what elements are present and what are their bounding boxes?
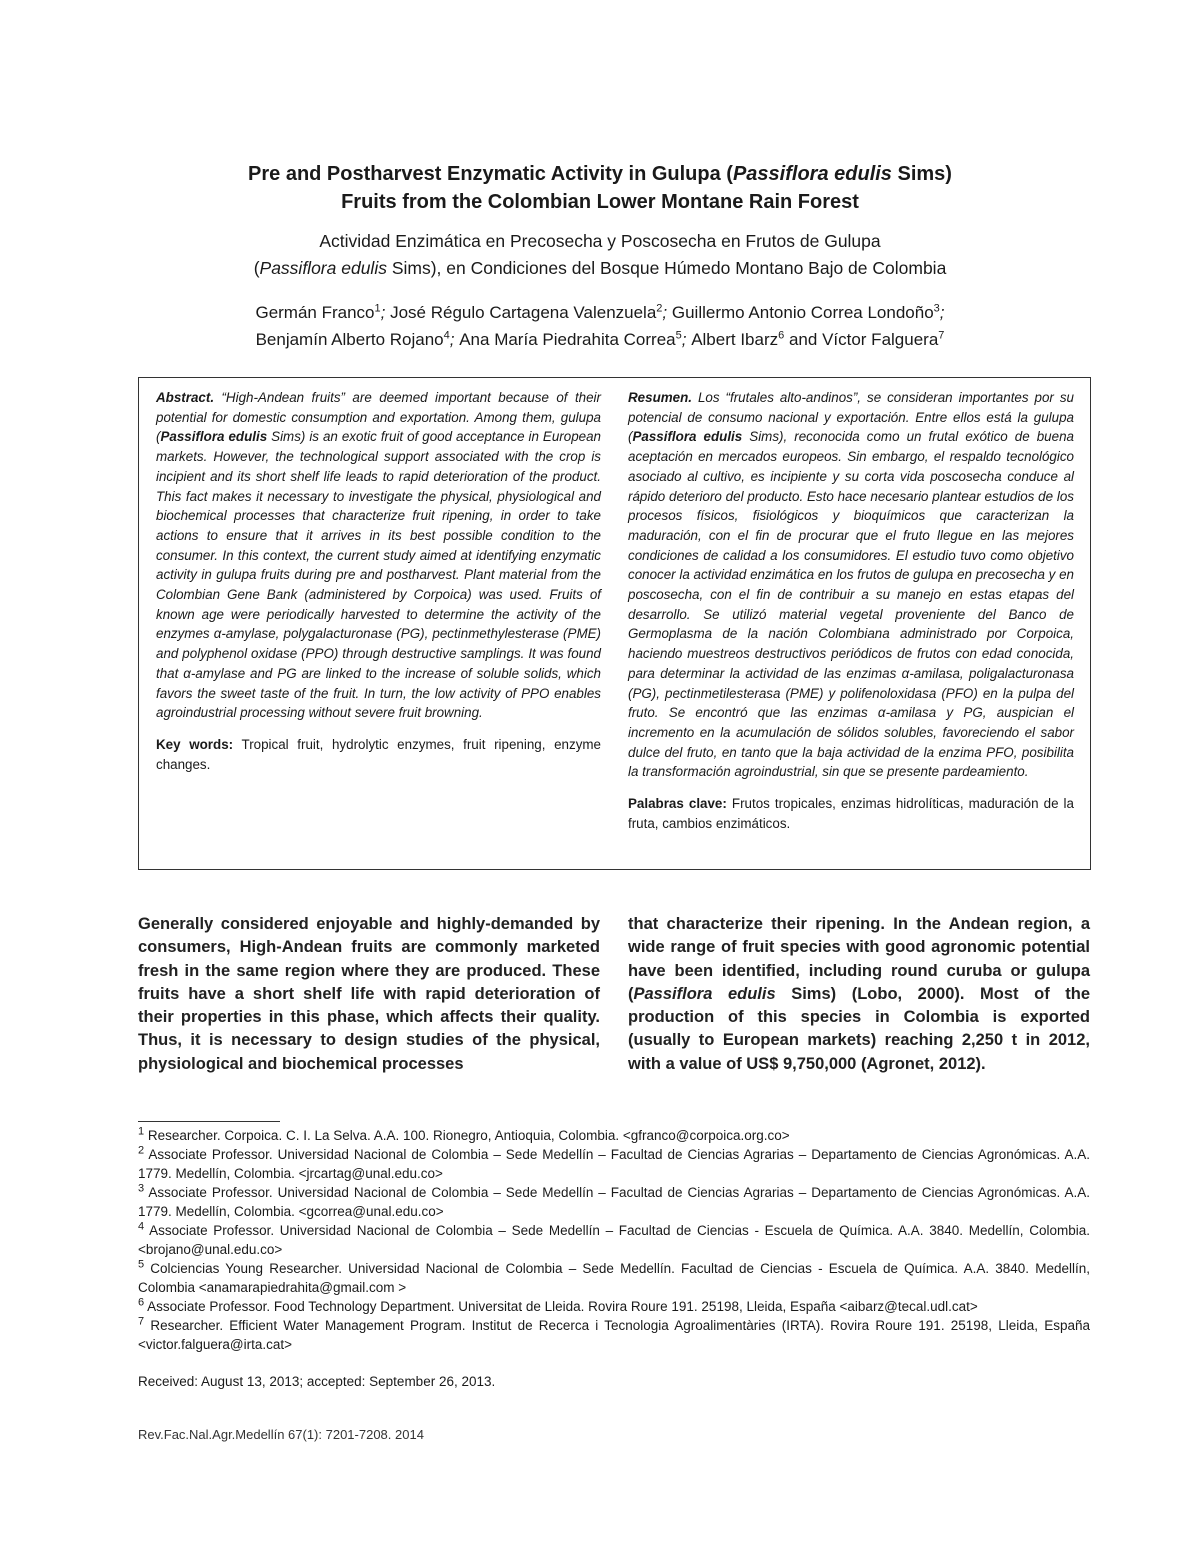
author: Albert Ibarz xyxy=(691,330,779,349)
paper-title-spanish xyxy=(120,228,1080,282)
footnote-text: Researcher. Corpoica. C. I. La Selva. A.A. 100. Rionegro, Antioquia, Colombia. <gfranco@corpoica.org.co> xyxy=(144,1128,790,1143)
palabras-clave-text: Frutos tropicales, enzimas hidrolíticas, maduración de la fruta, cambios enzimáticos. xyxy=(628,796,1074,831)
author-affiliation-mark: 4 xyxy=(443,329,450,342)
palabras-clave-label: Palabras clave: xyxy=(628,796,727,812)
keywords-text: Tropical fruit, hydrolytic enzymes, fruit ripening, enzyme changes. xyxy=(156,736,601,772)
footnote-text: Associate Professor. Food Technology Department. Universitat de Lleida. Rovira Roure 191. 25198, Lleida, España <aibarz@tecal.udl.cat> xyxy=(144,1299,978,1314)
author-affiliation-mark: 3 xyxy=(933,302,940,315)
author-separator: ; xyxy=(380,303,391,322)
resumen-species: Passiflora edulis xyxy=(632,429,743,445)
title-block xyxy=(120,160,1080,353)
body-text-b: Sims) (Lobo, 2000). Most of the production of this species in Colombia is exported (usually to European markets) reaching 2,250 t in 2012, with a value of US$ 9,750,000 (Agronet, 2012). xyxy=(628,984,1091,1073)
abstract-species: Passiflora edulis xyxy=(160,429,268,445)
received-date: Received: August 13, 2013; accepted: September 26, 2013. xyxy=(138,1374,496,1389)
title-es-line2-suffix: Sims), en Condiciones del Bosque Húmedo Montano Bajo de Colombia xyxy=(386,258,947,278)
author: Germán Franco xyxy=(255,303,375,322)
footnote-text: Associate Professor. Universidad Nacional de Colombia – Sede Medellín – Facultad de Ciencias Agrarias – Departamento de Ciencias Agronómicas. A.A. 1779. Medellín, Colombia. <jrcartag@unal.edu.co> xyxy=(138,1147,1090,1181)
author: Ana María Piedrahita Correa xyxy=(459,330,676,349)
footnote-mark: 3 xyxy=(138,1182,145,1195)
journal-citation: Rev.Fac.Nal.Agr.Medellín 67(1): 7201-7208. 2014 xyxy=(138,1427,424,1442)
resumen-text-b: Sims), reconocida como un frutal exótico de buena aceptación en mercados europeos. Sin embargo, el respaldo tecnológico asociado al cultivo, es incipiente y su corta vida poscosecha conduce al rápido deterioro del producto. Esto hace necesario plantear estudios de los procesos físicos, fisiológicos y bioquímicos que caracterizan la maduración, con el fin de procurar que el fruto llegue en las mejores condiciones de calidad a los consumidores. El estudio tuvo como objetivo conocer la actividad enzimática en los frutos de gulupa en precosecha y en poscosecha, con el fin de contribuir a su manejo en estas etapas del desarrollo. Se utilizó material vegetal proveniente del Banco de Germoplasma de la nación Colombiana administrado por Corpoica, haciendo muestreos destructivos periódicos de frutos con edad conocida, para determinar la actividad de las enzimas α-amilasa, poligalacturonasa (PG), pectinmetilesterasa (PME) y polifenoloxidasa (PFO) en la pulpa del fruto. Se encontró que las enzimas α-amilasa y PG, auspician el incremento en la acumulación de sólidos solubles, favoreciendo el sabor dulce del fruto, en tanto que la baja actividad de la enzima PFO, posibilita la transformación agroindustrial, sin que se presente pardeamiento. xyxy=(628,429,1074,780)
title-es-line2-prefix: ( xyxy=(253,258,260,278)
abstract-label: Abstract. xyxy=(156,390,215,405)
author: Benjamín Alberto Rojano xyxy=(255,330,444,349)
footnote xyxy=(138,1145,1090,1183)
resumen-text-a: Los “frutales alto-andinos”, se consideran importantes por su potencial de consumo nacional y exportación. Entre ellos está la gulupa ( xyxy=(628,390,1074,445)
footnote-text: Colciencias Young Researcher. Universidad Nacional de Colombia – Sede Medellín. Facultad de Ciencias - Escuela de Química. A.A. 3840. Medellín, Colombia <anamarapiedrahita@gmail.com > xyxy=(138,1261,1090,1295)
author-affiliation-mark: 1 xyxy=(374,302,381,315)
resumen-paragraph xyxy=(628,388,1074,782)
footnotes xyxy=(138,1126,1090,1354)
author: Víctor Falguera xyxy=(822,330,939,349)
body-paragraph: Generally considered enjoyable and highly-demanded by consumers, High-Andean fruits are commonly marketed fresh in the same region where they are produced. These fruits have a short shelf life with rapid deterioration of their properties in this phase, which affects their quality. Thus, it is necessary to design studies of the physical, physiological and biochemical processes xyxy=(138,915,600,1073)
author-list xyxy=(120,299,1080,353)
resumen-label: Resumen. xyxy=(628,390,692,405)
keywords-label: Key words: xyxy=(156,736,234,752)
author-affiliation-mark: 7 xyxy=(938,329,945,342)
author-separator: ; xyxy=(939,303,945,322)
footnote xyxy=(138,1126,1090,1145)
footnote-mark: 7 xyxy=(138,1315,145,1328)
author-separator: ; xyxy=(662,303,672,322)
footnote-divider xyxy=(138,1121,280,1122)
author-separator: ; xyxy=(681,330,692,349)
footnote-text: Associate Professor. Universidad Nacional de Colombia – Sede Medellín – Facultad de Ciencias - Escuela de Química. A.A. 3840. Medellín, Colombia. <brojano@unal.edu.co> xyxy=(138,1223,1090,1257)
footnote xyxy=(138,1183,1090,1221)
author-separator: and xyxy=(784,330,823,349)
title-species: Passiflora edulis xyxy=(732,163,892,185)
title-line2: Fruits from the Colombian Lower Montane Rain Forest xyxy=(341,191,859,213)
body-column-right xyxy=(628,913,1090,1076)
abstract-spanish xyxy=(628,388,1074,833)
title-es-species: Passiflora edulis xyxy=(259,258,387,278)
author-affiliation-mark: 5 xyxy=(675,329,682,342)
paper-title xyxy=(120,160,1080,216)
author-affiliation-mark: 2 xyxy=(656,302,663,315)
author: Guillermo Antonio Correa Londoño xyxy=(671,303,934,322)
footnote xyxy=(138,1221,1090,1259)
footnote xyxy=(138,1259,1090,1297)
palabras-clave xyxy=(628,794,1074,833)
body-species: Passiflora edulis xyxy=(633,984,776,1003)
body-paragraph xyxy=(628,913,1090,1076)
author: José Régulo Cartagena Valenzuela xyxy=(390,303,657,322)
title-line1-prefix: Pre and Postharvest Enzymatic Activity in Gulupa ( xyxy=(248,163,733,185)
footnote xyxy=(138,1316,1090,1354)
abstract-english xyxy=(156,388,601,774)
abstract-text-b: Sims) is an exotic fruit of good acceptance in European markets. However, the technological support associated with the crop is incipient and its short shelf life leads to rapid deterioration of the product. This fact makes it necessary to investigate the physical, physiological and biochemical processes that characterize fruit ripening, in order to take actions to ensure that it arrives in its best possible condition to the consumer. In this context, the current study aimed at identifying enzymatic activity in gulupa fruits during pre and postharvest. Plant material from the Colombian Gene Bank (administered by Corpoica) was used. Fruits of known age were periodically harvested to determine the activity of the enzymes α-amylase, polygalacturonase (PG), pectinmethylesterase (PME) and polyphenol oxidase (PPO) through destructive samplings. It was found that α-amylase and PG are linked to the increase of soluble solids, which favors the sweet taste of the fruit. In turn, the low activity of PPO enables agroindustrial processing without severe fruit browning. xyxy=(156,429,601,721)
abstract-paragraph xyxy=(156,388,601,723)
footnote-mark: 4 xyxy=(138,1220,145,1233)
footnote-text: Associate Professor. Universidad Nacional de Colombia – Sede Medellín – Facultad de Ciencias Agrarias – Departamento de Ciencias Agronómicas. A.A. 1779. Medellín, Colombia. <gcorrea@unal.edu.co> xyxy=(138,1185,1090,1219)
body-text-a: that characterize their ripening. In the Andean region, a wide range of fruit species with good agronomic potential have been identified, including round curuba or gulupa ( xyxy=(628,915,1090,1003)
abstract-text-a: “High-Andean fruits” are deemed important because of their potential for domestic consumption and exportation. Among them, gulupa ( xyxy=(156,390,601,445)
footnote-mark: 1 xyxy=(138,1125,145,1138)
abstract-box xyxy=(138,377,1091,870)
footnote-mark: 2 xyxy=(138,1144,145,1157)
title-es-line1: Actividad Enzimática en Precosecha y Poscosecha en Frutos de Gulupa xyxy=(319,231,881,251)
author-affiliation-mark: 6 xyxy=(778,329,785,342)
footnote-mark: 6 xyxy=(138,1296,145,1309)
footnote-mark: 5 xyxy=(138,1258,145,1271)
footnote xyxy=(138,1297,1090,1316)
footnote-text: Researcher. Efficient Water Management Program. Institut de Recerca i Tecnologia Agroalimentàries (IRTA). Rovira Roure 191. 25198, Lleida, España <victor.falguera@irta.cat> xyxy=(138,1318,1090,1352)
author-separator: ; xyxy=(449,330,460,349)
title-line1-suffix: Sims) xyxy=(891,163,952,185)
body-column-left xyxy=(138,913,600,1076)
keywords xyxy=(156,735,601,774)
